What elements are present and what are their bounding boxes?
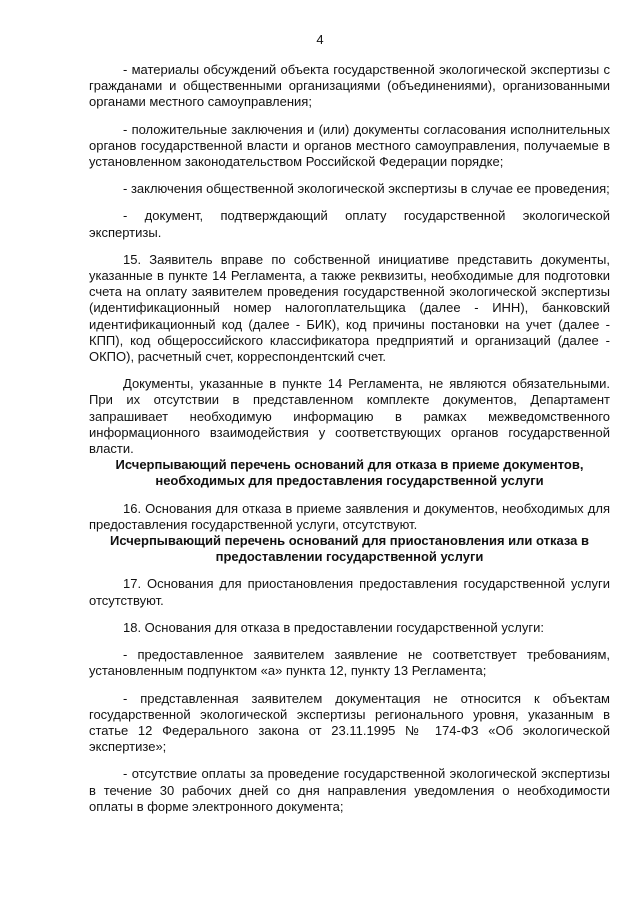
paragraph-17: 17. Основания для приостановления предоставления государственной услуги отсутствуют. bbox=[89, 576, 610, 608]
paragraph-15: 15. Заявитель вправе по собственной инициативе представить документы, указанные в пункте 14 Регламента, а также реквизиты, необходимые для подготовки счета на оплату заявителем проведения государственной экологической экспертизы (идентификационный номер налогоплательщика (далее - ИНН), банковский идентификационный код (далее - БИК), код причины постановки на учет (далее - КПП), код общероссийского классификатора предприятий и организаций (далее - ОКПО), расчетный счет, корреспондентский счет. bbox=[89, 251, 610, 365]
paragraph-18: 18. Основания для отказа в предоставлении государственной услуги: bbox=[123, 619, 544, 635]
list-item-not-regional-object: - представленная заявителем документация не относится к объектам государственной экологической экспертизы регионального уровня, указанным в статье 12 Федерального закона от 23.11.1995 № 174-ФЗ «Об экологической экспертизе»; bbox=[89, 690, 610, 755]
paragraph-documents-not-required: Документы, указанные в пункте 14 Регламента, не являются обязательными. При их отсутствии в представленном комплекте документов, Департамент запрашивает необходимую информацию в рамках межведомственного информационного взаимодействия у соответствующих органов государственной власти. bbox=[89, 376, 610, 457]
section-heading-refusal-acceptance: Исчерпывающий перечень оснований для отказа в приеме документов, необходимых для предоставления государственной услуги bbox=[115, 457, 584, 489]
list-item-public-expertise: - заключения общественной экологической экспертизы в случае ее проведения; bbox=[123, 181, 610, 197]
list-item-payment-document: - документ, подтверждающий оплату государственной экологической экспертизы. bbox=[89, 208, 610, 240]
list-item-no-payment: - отсутствие оплаты за проведение государственной экологической экспертизы в течение 30 рабочих дней со дня направления уведомления о необходимости оплаты в форме электронного документа; bbox=[89, 766, 610, 814]
document-body bbox=[89, 62, 610, 815]
list-item-nonconforming-application: - предоставленное заявителем заявление не соответствует требованиям, установленным подпунктом «а» пункта 12, пункту 13 Регламента; bbox=[89, 647, 610, 679]
page-number: 4 bbox=[316, 32, 324, 47]
list-item-positive-conclusions: - положительные заключения и (или) документы согласования исполнительных органов государственной власти и органов местного самоуправления, получаемые в установленном законодательством Российской Федерации порядке; bbox=[89, 121, 610, 170]
section-heading-suspension-refusal: Исчерпывающий перечень оснований для приостановления или отказа в предоставлении государственной услуги bbox=[110, 533, 589, 565]
list-item-discussion-materials: - материалы обсуждений объекта государственной экологической экспертизы с гражданами и общественными организациями (объединениями), организованными органами местного самоуправления; bbox=[89, 62, 610, 110]
paragraph-16: 16. Основания для отказа в приеме заявления и документов, необходимых для предоставления государственной услуги, отсутствуют. bbox=[89, 500, 610, 532]
